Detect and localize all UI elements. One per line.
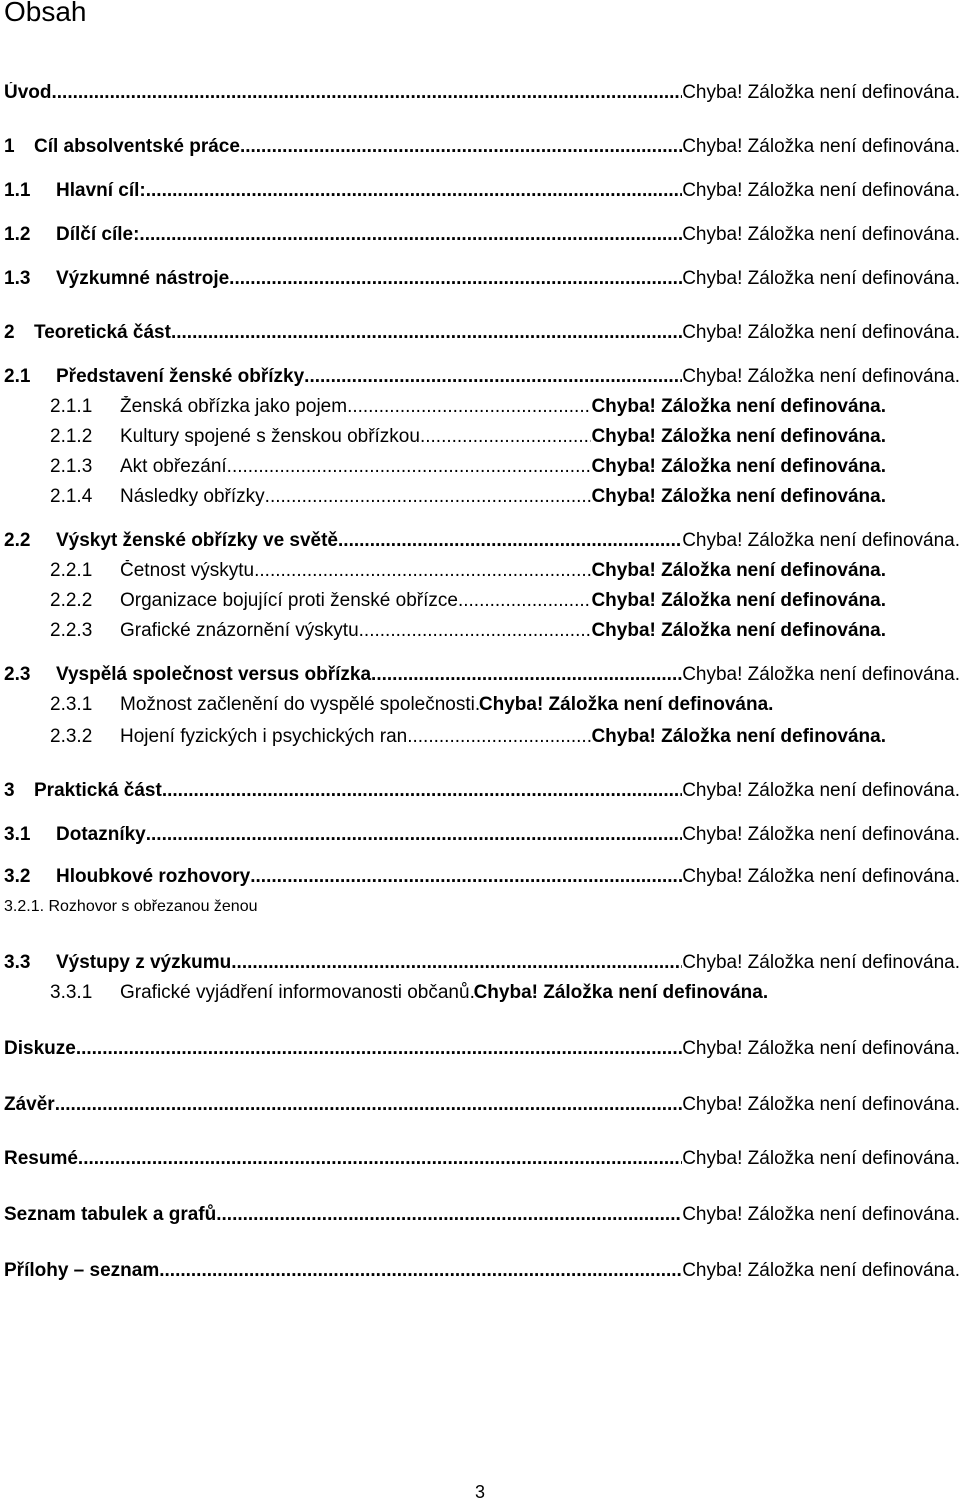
toc-entry-2-3-2[interactable]	[50, 726, 886, 752]
toc-entry-number: 3.2	[4, 866, 31, 887]
toc-entry-label: Hojení fyzických i psychických ran	[120, 726, 408, 747]
dot-leader	[146, 824, 682, 846]
toc-entry-3-2[interactable]	[4, 866, 960, 892]
toc-entry-2-1-3[interactable]	[50, 456, 886, 482]
toc-entry-error: Chyba! Záložka není definována.	[682, 180, 960, 201]
toc-entry-uvod[interactable]	[4, 82, 960, 108]
toc-entry-error: Chyba! Záložka není definována.	[682, 664, 960, 685]
toc-entry-number: 2.2.1	[50, 560, 93, 581]
toc-entry-error: Chyba! Záložka není definována.	[682, 268, 960, 289]
toc-entry-label: Dotazníky	[56, 824, 146, 845]
dot-leader	[240, 136, 682, 158]
toc-entry-number: 2.2.2	[50, 590, 93, 611]
dot-leader	[227, 456, 592, 478]
dot-leader	[159, 1260, 682, 1282]
toc-entry-error: Chyba! Záložka není definována.	[682, 530, 960, 551]
toc-entry-1-3[interactable]	[4, 268, 960, 294]
toc-entry-label: Výskyt ženské obřízky ve světě	[56, 530, 339, 551]
toc-entry-error: Chyba! Záložka není definována.	[682, 366, 960, 387]
toc-entry-label: Grafické znázornění výskytu	[120, 620, 359, 641]
toc-entry-2[interactable]	[4, 322, 960, 348]
toc-entry-number: 2.1.2	[50, 426, 93, 447]
dot-leader	[265, 486, 592, 508]
dot-leader	[78, 1148, 682, 1170]
page-title: Obsah	[4, 0, 87, 27]
toc-entry-3-3[interactable]	[4, 952, 960, 978]
toc-entry-error: Chyba! Záložka není definována.	[591, 486, 886, 507]
dot-leader	[146, 180, 682, 202]
toc-entry-label: Možnost začlenění do vyspělé společnosti	[120, 694, 475, 715]
toc-entry-number: 2.2.3	[50, 620, 93, 641]
toc-entry-2-1-1[interactable]	[50, 396, 886, 422]
toc-entry-error: Chyba! Záložka není definována.	[478, 694, 774, 715]
dot-leader	[458, 590, 591, 612]
toc-entry-resume[interactable]	[4, 1148, 960, 1174]
dot-leader	[304, 366, 682, 388]
dot-leader	[52, 82, 683, 104]
toc-entry-label: Následky obřízky	[120, 486, 265, 507]
toc-entry-label: Dílčí cíle:	[56, 224, 140, 245]
toc-entry-error: Chyba! Záložka není definována.	[591, 620, 886, 641]
toc-entry-error: Chyba! Záložka není definována.	[682, 952, 960, 973]
toc-entry-number: 2.1.1	[50, 396, 93, 417]
dot-leader	[407, 726, 591, 748]
toc-entry-error: Chyba! Záložka není definována.	[682, 136, 960, 157]
dot-leader	[76, 1038, 682, 1060]
dot-leader	[371, 664, 682, 686]
toc-entry-label: Výstupy z výzkumu	[56, 952, 232, 973]
toc-entry-label: Organizace bojující proti ženské obřízce	[120, 590, 458, 611]
toc-entry-1-2[interactable]	[4, 224, 960, 250]
toc-entry-number: 1	[4, 136, 15, 157]
toc-entry-label: Seznam tabulek a grafů	[4, 1204, 217, 1225]
toc-entry-error: Chyba! Záložka není definována.	[591, 396, 886, 417]
toc-entry-label: Hlavní cíl:	[56, 180, 146, 201]
toc-entry-1-1[interactable]	[4, 180, 960, 206]
dot-leader	[359, 620, 592, 642]
toc-entry-error: Chyba! Záložka není definována.	[682, 866, 960, 887]
toc-entry-number: 3.1	[4, 824, 31, 845]
dot-leader	[338, 530, 682, 552]
toc-entry-error: Chyba! Záložka není definována.	[591, 560, 886, 581]
toc-entry-label: Hloubkové rozhovory	[56, 866, 251, 887]
toc-entry-1[interactable]	[4, 136, 960, 162]
toc-entry-error: Chyba! Záložka není definována.	[682, 1148, 960, 1169]
toc-entry-label: Vyspělá společnost versus obřízka	[56, 664, 372, 685]
toc-entry-diskuze[interactable]	[4, 1038, 960, 1064]
toc-entry-number: 1.1	[4, 180, 31, 201]
toc-entry-3[interactable]	[4, 780, 960, 806]
toc-entry-error: Chyba! Záložka není definována.	[473, 982, 769, 1003]
toc-entry-label: Resumé	[4, 1148, 78, 1169]
toc-entry-label: Přílohy – seznam	[4, 1260, 160, 1281]
toc-entry-2-1-4[interactable]	[50, 486, 886, 512]
toc-entry-error: Chyba! Záložka není definována.	[682, 82, 960, 103]
toc-entry-2-3[interactable]	[4, 664, 960, 690]
toc-entry-label: Kultury spojené s ženskou obřízkou	[120, 426, 420, 447]
toc-entry-prilohy[interactable]	[4, 1260, 960, 1286]
toc-entry-error: Chyba! Záložka není definována.	[682, 824, 960, 845]
toc-entry-label: Závěr	[4, 1094, 55, 1115]
toc-entry-number: 2.1.3	[50, 456, 93, 477]
toc-entry-number: 2.3.2	[50, 726, 93, 747]
toc-entry-number: 3	[4, 780, 15, 801]
dot-leader	[55, 1094, 683, 1116]
toc-entry-label: Četnost výskytu	[120, 560, 255, 581]
toc-entry-number: 1.2	[4, 224, 31, 245]
toc-entry-label: Akt obřezání	[120, 456, 227, 477]
dot-leader	[229, 268, 682, 290]
toc-entry-error: Chyba! Záložka není definována.	[682, 1260, 960, 1281]
toc-entry-label: Představení ženské obřízky	[56, 366, 305, 387]
toc-entry-2-2-2[interactable]	[50, 590, 886, 616]
toc-entry-error: Chyba! Záložka není definována.	[591, 726, 886, 747]
toc-entry-2-2[interactable]	[4, 530, 960, 556]
toc-entry-2-1-2[interactable]	[50, 426, 886, 452]
toc-entry-error: Chyba! Záložka není definována.	[682, 1038, 960, 1059]
toc-entry-number: 1.3	[4, 268, 31, 289]
toc-entry-2-2-1[interactable]	[50, 560, 886, 586]
toc-entry-number: 2.3	[4, 664, 31, 685]
toc-entry-label: Grafické vyjádření informovanosti občanů	[120, 982, 470, 1003]
toc-entry-label: Úvod	[4, 82, 52, 103]
toc-entry-error: Chyba! Záložka není definována.	[682, 1094, 960, 1115]
dot-leader	[139, 224, 682, 246]
dot-leader	[216, 1204, 682, 1226]
toc-entry-number: 2	[4, 322, 15, 343]
toc-entry-error: Chyba! Záložka není definována.	[591, 426, 886, 447]
toc-entry-number: 2.1	[4, 366, 31, 387]
toc-entry-error: Chyba! Záložka není definována.	[591, 590, 886, 611]
toc-entry-label: Teoretická část	[34, 322, 171, 343]
toc-entry-error: Chyba! Záložka není definována.	[682, 322, 960, 343]
page-number: 3	[474, 1482, 485, 1502]
toc-entry-number: 2.2	[4, 530, 31, 551]
toc-entry-2-2-3[interactable]	[50, 620, 886, 646]
toc-entry-3-1[interactable]	[4, 824, 960, 850]
toc-entry-label: Výzkumné nástroje	[56, 268, 230, 289]
toc-entry-number: 2.1.4	[50, 486, 93, 507]
toc-entry-2-1[interactable]	[4, 366, 960, 392]
toc-entry-error: Chyba! Záložka není definována.	[682, 780, 960, 801]
toc-entry-label: Cíl absolventské práce	[34, 136, 240, 157]
toc-entry-error: Chyba! Záložka není definována.	[682, 1204, 960, 1225]
dot-leader	[171, 322, 682, 344]
toc-entry-seznam-tabulek[interactable]	[4, 1204, 960, 1230]
toc-entry-label: 3.2.1. Rozhovor s obřezanou ženou	[4, 898, 258, 915]
dot-leader	[162, 780, 682, 802]
toc-entry-3-3-1[interactable]	[50, 982, 886, 1008]
toc-entry-label: Ženská obřízka jako pojem	[120, 396, 348, 417]
toc-entry-2-3-1[interactable]	[50, 694, 886, 720]
dot-leader	[231, 952, 682, 974]
toc-entry-label: Diskuze	[4, 1038, 76, 1059]
toc-entry-number: 2.3.1	[50, 694, 93, 715]
dot-leader	[420, 426, 591, 448]
toc-entry-number: 3.3	[4, 952, 31, 973]
toc-entry-3-2-1[interactable]	[4, 898, 404, 924]
toc-entry-error: Chyba! Záložka není definována.	[682, 224, 960, 245]
dot-leader	[347, 396, 591, 418]
toc-entry-label: Praktická část	[34, 780, 162, 801]
dot-leader	[250, 866, 682, 888]
toc-entry-zaver[interactable]	[4, 1094, 960, 1120]
dot-leader	[254, 560, 591, 582]
toc-entry-number: 3.3.1	[50, 982, 93, 1003]
toc-entry-error: Chyba! Záložka není definována.	[591, 456, 886, 477]
